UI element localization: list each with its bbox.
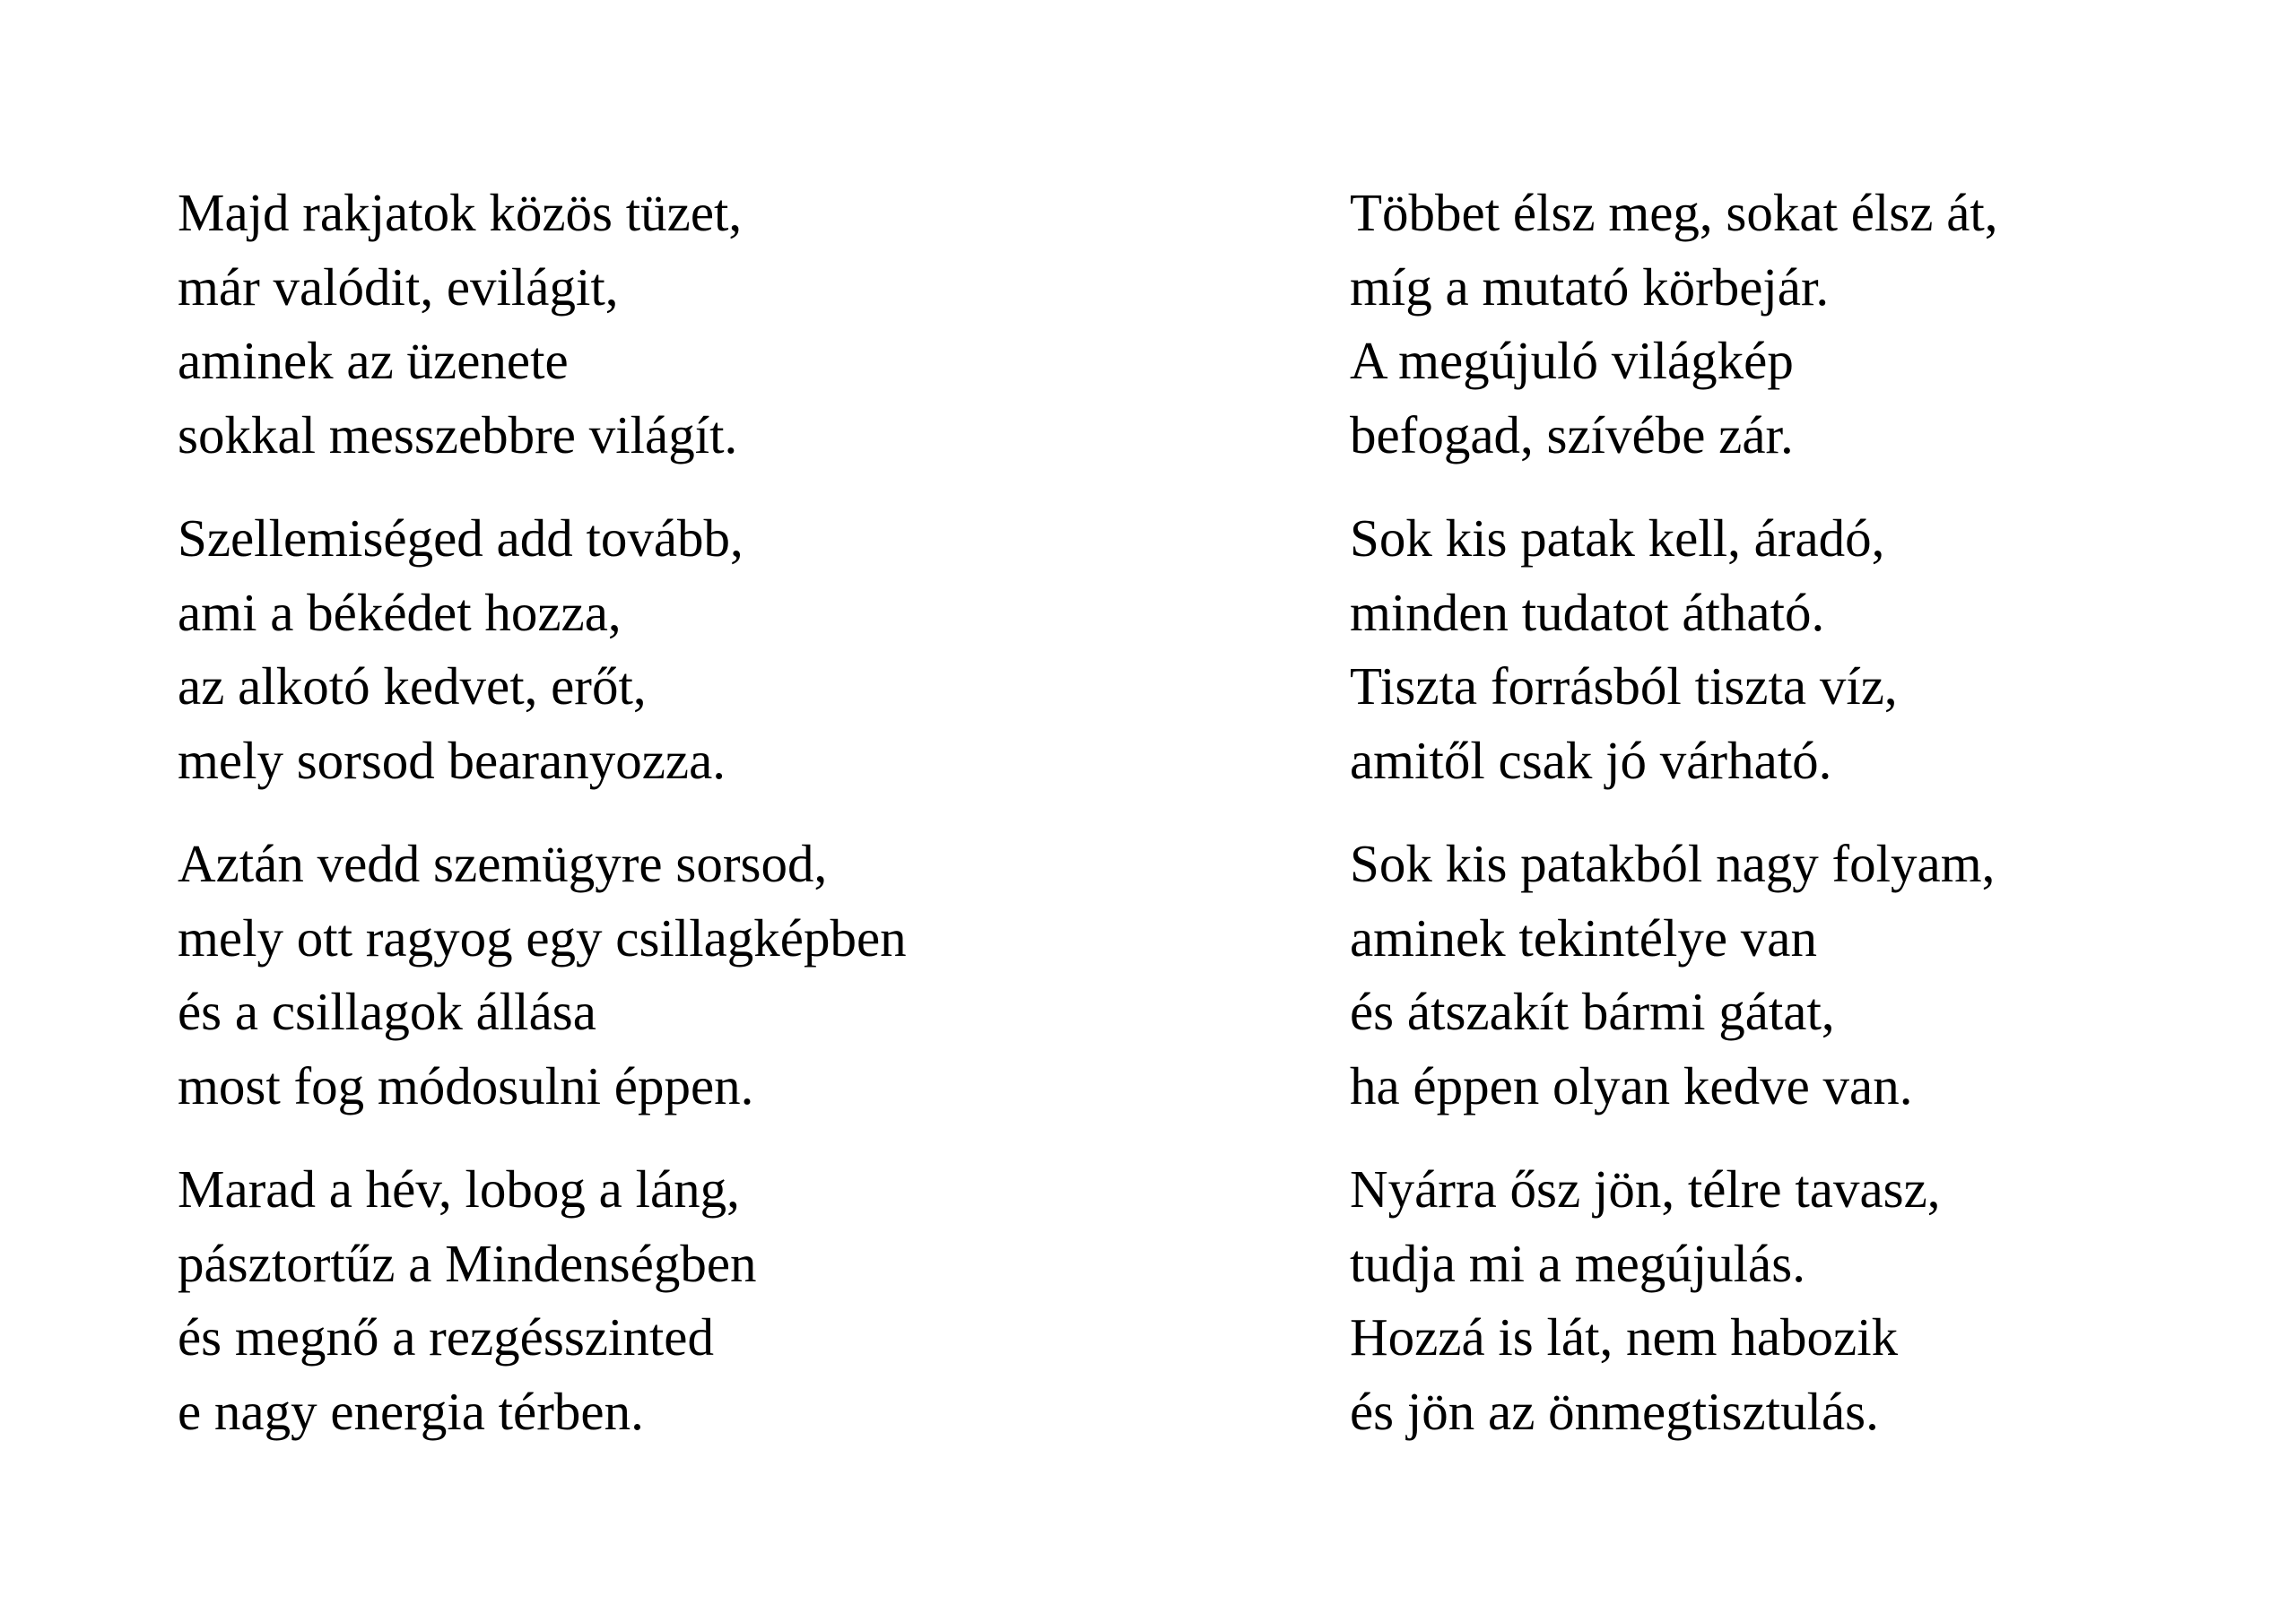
right-column (1350, 176, 1998, 1478)
poem-line: aminek az üzenete (178, 331, 569, 390)
poem-line: befogad, szívébe zár. (1350, 404, 1794, 464)
poem-line: ha éppen olyan kedve van. (1350, 1055, 1913, 1115)
stanza (1350, 1152, 1998, 1448)
poem-line: minden tudatot átható. (1350, 582, 1825, 642)
poem-line: Hozzá is lát, nem habozik (1350, 1307, 1899, 1367)
poem-line: és jön az önmegtisztulás. (1350, 1381, 1879, 1441)
stanza (1350, 176, 1998, 472)
poem-line: Sok kis patak kell, áradó, (1350, 508, 1885, 568)
poem-line: már valódit, evilágit, (178, 256, 619, 317)
poem-line: amitől csak jó várható. (1350, 730, 1832, 790)
poem-line: e nagy energia térben. (178, 1381, 644, 1441)
poem-line: mely ott ragyog egy csillagképben (178, 907, 907, 968)
stanza (1350, 827, 1998, 1123)
poem-line: az alkotó kedvet, erőt, (178, 656, 647, 716)
poem-line: mely sorsod bearanyozza. (178, 730, 726, 790)
poem-line: pásztortűz a Mindenségben (178, 1233, 757, 1293)
left-column (178, 176, 907, 1478)
poem-line: Szellemiséged add tovább, (178, 508, 744, 568)
poem-line: Marad a hév, lobog a láng, (178, 1159, 740, 1219)
poem-line: míg a mutató körbejár. (1350, 256, 1830, 317)
poem-line: most fog módosulni éppen. (178, 1055, 754, 1115)
poem-line: ami a békédet hozza, (178, 582, 622, 642)
poem-line: Aztán vedd szemügyre sorsod, (178, 834, 828, 893)
poem-line: aminek tekintélye van (1350, 907, 1817, 968)
poem-line: A megújuló világkép (1350, 331, 1794, 390)
poem-line: és a csillagok állása (178, 982, 596, 1041)
stanza (178, 1152, 907, 1448)
poem-line: Majd rakjatok közös tüzet, (178, 183, 743, 242)
poem-line: és megnő a rezgésszinted (178, 1307, 714, 1367)
stanza (178, 501, 907, 797)
poem-line: Nyárra ősz jön, télre tavasz, (1350, 1159, 1941, 1219)
poem-line: és átszakít bármi gátat, (1350, 982, 1835, 1041)
stanza (178, 827, 907, 1123)
stanza (178, 176, 907, 472)
poem-line: tudja mi a megújulás. (1350, 1233, 1805, 1293)
poem-line: Többet élsz meg, sokat élsz át, (1350, 183, 1998, 242)
stanza (1350, 501, 1998, 797)
poem-line: sokkal messzebbre világít. (178, 404, 738, 464)
poem-line: Tiszta forrásból tiszta víz, (1350, 656, 1898, 716)
poem-line: Sok kis patakból nagy folyam, (1350, 834, 1996, 893)
